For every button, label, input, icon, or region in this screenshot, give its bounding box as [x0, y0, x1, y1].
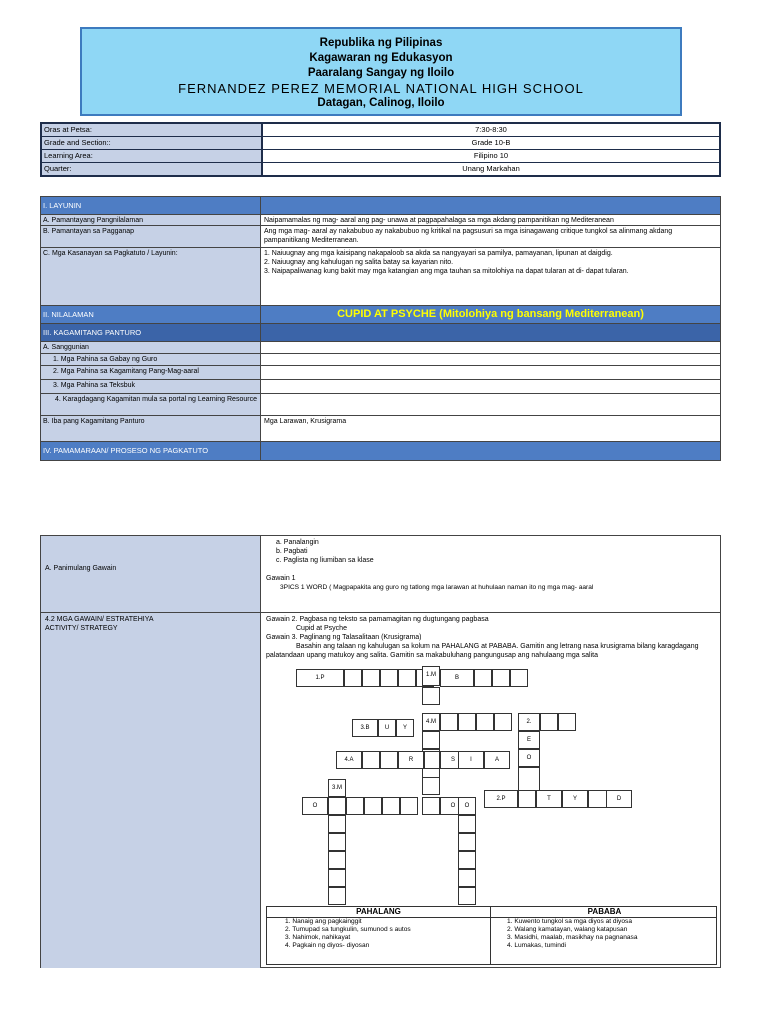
lesson-plan-table: [40, 196, 721, 461]
crossword-cell[interactable]: [422, 777, 440, 795]
section-label: IV. PAMAMARAAN/ PROSESO NG PAGKATUTO: [41, 442, 261, 460]
row-value: Naipamamalas ng mag- aaral ang pag- unawa at pagpapahalaga sa mga akdang pampanitikan ng Mediteranean: [264, 217, 614, 224]
crossword-cell[interactable]: [328, 887, 346, 905]
strategy-label: [41, 613, 261, 968]
crossword-cell[interactable]: [328, 815, 346, 833]
crossword-cell[interactable]: B: [440, 669, 474, 687]
crossword-cell[interactable]: 4.M: [422, 713, 440, 731]
info-value: 7:30-8:30: [263, 124, 719, 136]
crossword-cell[interactable]: [494, 713, 512, 731]
pahalang-header: PAHALANG: [356, 907, 401, 916]
crossword-cell[interactable]: [558, 713, 576, 731]
crossword-cell[interactable]: [328, 833, 346, 851]
row-sanggunian: [41, 342, 720, 354]
info-row: [42, 124, 719, 136]
crossword-cell[interactable]: O: [302, 797, 328, 815]
lesson-title: CUPID AT PSYCHE (Mitolohiya ng bansang Mediterranean): [261, 306, 720, 323]
section-label: III. KAGAMITANG PANTURO: [41, 324, 261, 341]
strategy-label-line2: ACTIVITY/ STRATEGY: [45, 625, 118, 632]
clue-item: 1. Kuwento tungkol sa mga diyos at diyosa: [507, 918, 632, 925]
section-label: I. LAYUNIN: [41, 197, 261, 214]
section-kagamitan: [41, 324, 720, 342]
row-label: A. Sanggunian: [41, 342, 261, 353]
objective-2: 2. Naiuugnay ang kahulugan ng salita batay sa kayarian nito.: [264, 259, 454, 266]
crossword-cell[interactable]: Y: [562, 790, 588, 808]
crossword-cell[interactable]: 3.B: [352, 719, 378, 737]
crossword-cell[interactable]: 2.P: [484, 790, 518, 808]
clue-item: 3. Masidhi, maalab, masikhay na pagnanasa: [507, 934, 638, 941]
section-layunin: [41, 197, 720, 215]
crossword-cell[interactable]: R: [398, 751, 424, 769]
republic-line: Republika ng Pilipinas: [319, 37, 443, 49]
clue-item: 4. Lumakas, tumindi: [507, 942, 567, 949]
crossword-cell[interactable]: A: [484, 751, 510, 769]
clue-item: 1. Nanaig ang pagkainggit: [285, 918, 362, 925]
gawain-3: Gawain 3. Paglinang ng Talasalitaan (Krusigrama): [266, 634, 422, 641]
gawain-3-desc: Basahin ang talaan ng kahulugan sa kolum na PAHALANG at PABABA. Gamitin ang letrang nasa krusigrama bilang karagdagang palatandaan upang matukoy ang salita. Gamitin sa makabuluhang pangungusap ang nahulaang mga salita: [266, 643, 699, 659]
crossword-cell[interactable]: T: [536, 790, 562, 808]
crossword-cell[interactable]: [346, 797, 364, 815]
crossword-cell[interactable]: [398, 669, 416, 687]
row-iba-pang-kagamitan: [41, 416, 720, 442]
crossword-cell[interactable]: D: [606, 790, 632, 808]
panimula-content: [262, 536, 720, 612]
crossword-cell[interactable]: [458, 869, 476, 887]
section-nilalaman: [41, 306, 720, 324]
crossword-cell[interactable]: [344, 669, 362, 687]
list-item: c. Paglista ng liumiban sa klase: [276, 557, 374, 564]
crossword-cell[interactable]: [422, 731, 440, 749]
crossword-cell[interactable]: Y: [396, 719, 414, 737]
crossword-cell[interactable]: I: [458, 751, 484, 769]
info-label: Oras at Petsa:: [42, 124, 261, 136]
school-name: FERNANDEZ PEREZ MEMORIAL NATIONAL HIGH SCHOOL: [178, 81, 584, 96]
row-pamantayan-sa-pagganap: [41, 226, 720, 248]
crossword-cell[interactable]: O: [458, 797, 476, 815]
info-row: [42, 150, 719, 162]
row-teksbuk: [41, 380, 720, 394]
crossword-cell[interactable]: [474, 669, 492, 687]
info-value: Unang Markahan: [263, 163, 719, 175]
info-label: Grade and Section::: [42, 137, 261, 149]
list-item: b. Pagbati: [276, 548, 308, 555]
crossword-cell[interactable]: S: [440, 751, 466, 769]
crossword-cell[interactable]: [382, 797, 400, 815]
crossword-cell[interactable]: [362, 751, 380, 769]
info-value: Filipino 10: [263, 150, 719, 162]
row-label: B. Pamantayan sa Pagganap: [41, 226, 261, 247]
crossword-cell[interactable]: [380, 669, 398, 687]
row-value: Ang mga mag- aaral ay nakabubuo ay nakabubuo ng kritikal na pagsusuri sa mga isinagawang critique tungkol sa alinmang akdang pampanitikang Mediterranean.: [264, 228, 673, 244]
info-value: Grade 10-B: [263, 137, 719, 149]
crossword-cell[interactable]: 1.P: [296, 669, 344, 687]
pababa-header: PABABA: [587, 907, 622, 916]
row-karagdagang-kagamitan: [41, 394, 720, 416]
row-label: C. Mga Kasanayan sa Pagkatuto / Layunin:: [41, 248, 261, 305]
crossword-cell[interactable]: [440, 713, 458, 731]
row-label: 4. Karagdagang Kagamitan mula sa portal ng Learning Resource: [41, 394, 261, 415]
info-label: Learning Area:: [42, 150, 261, 162]
clue-item: 4. Pagkain ng diyos- diyosan: [285, 942, 370, 949]
crossword-cell[interactable]: [328, 869, 346, 887]
crossword-cell[interactable]: [476, 713, 494, 731]
row-label: 1. Mga Pahina sa Gabay ng Guro: [41, 354, 261, 365]
crossword-cell[interactable]: E: [518, 731, 540, 749]
crossword-cell[interactable]: [422, 687, 440, 705]
crossword-cell[interactable]: [328, 851, 346, 869]
section-pamamaraan: [41, 442, 720, 460]
crossword-cell[interactable]: [328, 797, 346, 815]
crossword-cell[interactable]: [458, 713, 476, 731]
crossword-cell[interactable]: [518, 790, 536, 808]
strategy-label-line1: 4.2 MGA GAWAIN/ ESTRATEHIYA: [45, 616, 154, 623]
info-row: [42, 137, 719, 149]
story-title: Cupid at Psyche: [296, 625, 347, 632]
pahalang-clues: [285, 918, 411, 950]
crossword-cell[interactable]: [458, 851, 476, 869]
row-label: 2. Mga Pahina sa Kagamitang Pang-Mag-aaral: [41, 366, 261, 379]
crossword-cell[interactable]: [518, 767, 540, 791]
department-line: Kagawaran ng Edukasyon: [309, 52, 453, 64]
crossword-cell[interactable]: [540, 713, 558, 731]
row-pamantayang-pangnilalaman: [41, 215, 720, 226]
section-label: II. NILALAMAN: [41, 306, 261, 323]
crossword-cell[interactable]: [492, 669, 510, 687]
row-value: Mga Larawan, Krusigrama: [264, 418, 347, 425]
clue-item: 2. Tumupad sa tungkulin, sumunod s autos: [285, 926, 411, 933]
info-row: [42, 163, 719, 175]
panimula-label: A. Panimulang Gawain: [41, 536, 261, 612]
row-value: [261, 248, 720, 305]
clue-item: 3. Nahimok, nahikayat: [285, 934, 351, 941]
row-gabay-guro: [41, 354, 720, 366]
info-table: [40, 122, 721, 177]
objective-3: 3. Naipapaliwanag kung bakit may mga katangian ang mga tauhan sa mitolohiya na dapat tularan at di- dapat tularan.: [264, 268, 629, 275]
crossword-cell[interactable]: 1.M: [422, 666, 440, 686]
gawain-2: Gawain 2. Pagbasa ng teksto sa pamamagitan ng dugtungang pagbasa: [266, 616, 489, 623]
crossword-cell[interactable]: O: [518, 749, 540, 767]
list-item: a. Panalangin: [276, 539, 319, 546]
crossword-cell[interactable]: 4.A: [336, 751, 362, 769]
row-kasanayan: [41, 248, 720, 306]
crossword-cell[interactable]: [422, 797, 440, 815]
crossword-cell[interactable]: [364, 797, 382, 815]
info-label: Quarter:: [42, 163, 261, 175]
crossword-cell[interactable]: [458, 815, 476, 833]
crossword-cell[interactable]: [362, 669, 380, 687]
clue-item: 2. Walang kamatayan, walang katapusan: [507, 926, 628, 933]
clue-table: [266, 906, 717, 965]
crossword-cell[interactable]: [380, 751, 398, 769]
crossword-cell[interactable]: [400, 797, 418, 815]
school-header: [80, 27, 682, 116]
gawain-1-title: Gawain 1: [266, 575, 296, 582]
pababa-clues: [507, 918, 638, 950]
crossword-cell[interactable]: 3.M: [328, 779, 346, 797]
crossword-cell[interactable]: U: [378, 719, 396, 737]
crossword-cell[interactable]: 2.: [518, 713, 540, 731]
crossword-cell[interactable]: [458, 887, 476, 905]
crossword-cell[interactable]: O: [440, 797, 466, 815]
row-label: A. Pamantayang Pangnilalaman: [41, 215, 261, 225]
school-location: Datagan, Calinog, Iloilo: [317, 97, 445, 109]
strategy-content: [262, 613, 720, 662]
row-label: B. Iba pang Kagamitang Panturo: [41, 416, 261, 441]
crossword-cell[interactable]: [510, 669, 528, 687]
division-line: Paaralang Sangay ng Iloilo: [307, 67, 455, 79]
crossword-cell[interactable]: [458, 833, 476, 851]
row-kagamitang-mag-aaral: [41, 366, 720, 380]
gawain-1-desc: 3PICS 1 WORD ( Magpapakita ang guro ng tatlong mga larawan at huhulaan naman ito ng mga mag- aaral: [280, 584, 594, 591]
row-label: 3. Mga Pahina sa Teksbuk: [41, 380, 261, 393]
crossword-cell[interactable]: [424, 751, 440, 769]
objective-1: 1. Naiuugnay ang mga kaisipang nakapaloob sa akda sa nangyayari sa pamilya, pamayanan, lipunan at daigdig.: [264, 250, 613, 257]
